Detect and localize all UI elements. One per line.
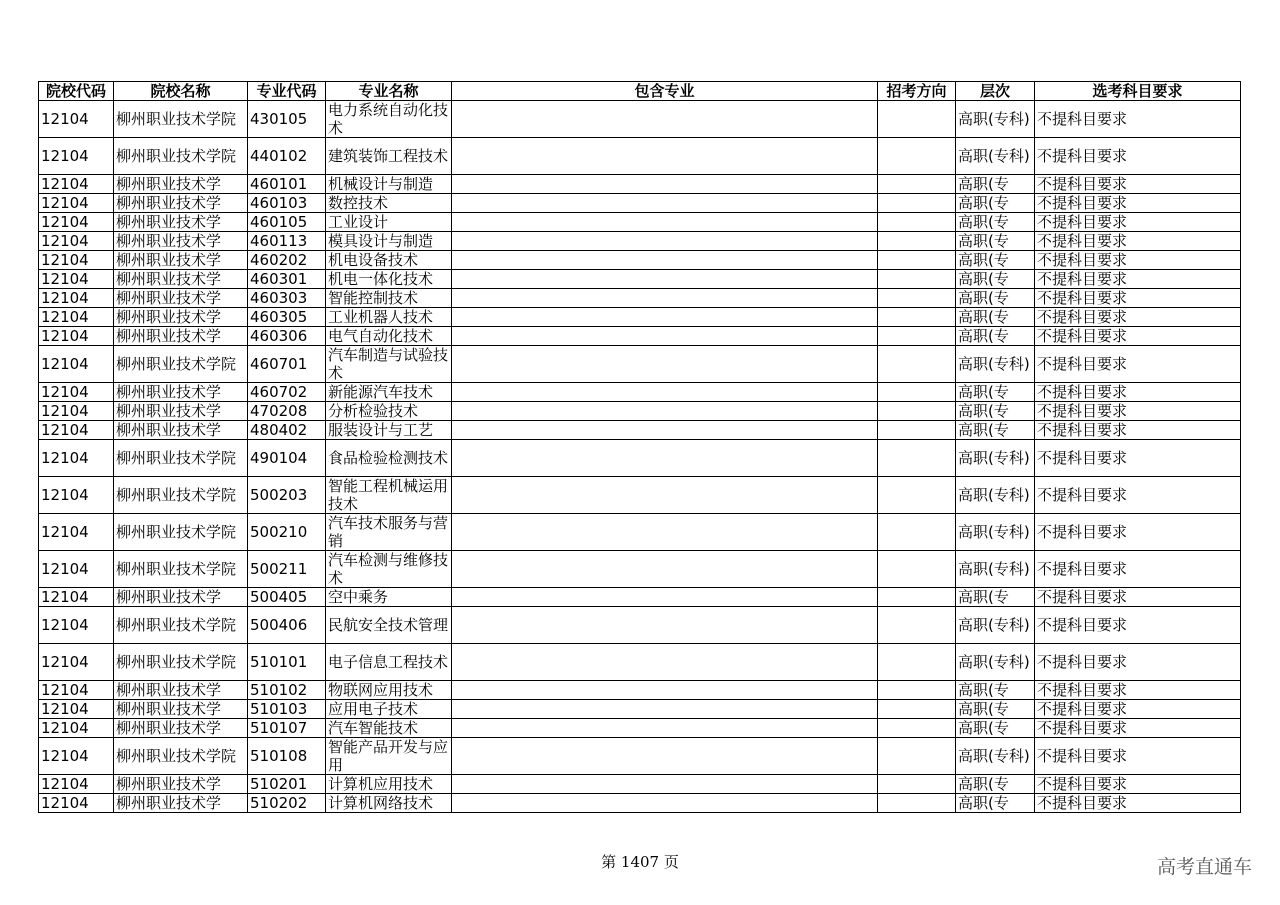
cell-major-name: 电子信息工程技术 — [326, 644, 452, 681]
cell-direction — [878, 514, 956, 551]
cell-subject-requirement: 不提科目要求 — [1035, 402, 1241, 421]
cell-school-name: 柳州职业技术学 — [114, 327, 248, 346]
cell-included-majors — [452, 738, 878, 775]
cell-direction — [878, 700, 956, 719]
cell-included-majors — [452, 514, 878, 551]
cell-level: 高职(专 — [956, 402, 1035, 421]
cell-direction — [878, 289, 956, 308]
header-direction: 招考方向 — [878, 82, 956, 101]
cell-subject-requirement: 不提科目要求 — [1035, 101, 1241, 138]
cell-major-code: 510108 — [248, 738, 326, 775]
table-row — [39, 440, 1241, 477]
cell-major-code: 460305 — [248, 308, 326, 327]
cell-level: 高职(专科) — [956, 607, 1035, 644]
cell-direction — [878, 327, 956, 346]
cell-direction — [878, 175, 956, 194]
header-school-name: 院校名称 — [114, 82, 248, 101]
cell-subject-requirement: 不提科目要求 — [1035, 175, 1241, 194]
cell-major-code: 500210 — [248, 514, 326, 551]
cell-major-code: 490104 — [248, 440, 326, 477]
cell-major-code: 460101 — [248, 175, 326, 194]
cell-included-majors — [452, 232, 878, 251]
cell-subject-requirement: 不提科目要求 — [1035, 383, 1241, 402]
cell-school-code: 12104 — [39, 738, 114, 775]
table-row — [39, 700, 1241, 719]
cell-school-code: 12104 — [39, 775, 114, 794]
cell-included-majors — [452, 402, 878, 421]
cell-subject-requirement: 不提科目要求 — [1035, 213, 1241, 232]
cell-major-name: 智能控制技术 — [326, 289, 452, 308]
cell-school-name: 柳州职业技术学院 — [114, 644, 248, 681]
cell-school-code: 12104 — [39, 607, 114, 644]
cell-school-name: 柳州职业技术学 — [114, 383, 248, 402]
cell-major-name: 汽车检测与维修技术 — [326, 551, 452, 588]
cell-direction — [878, 251, 956, 270]
cell-level: 高职(专 — [956, 421, 1035, 440]
cell-level: 高职(专 — [956, 794, 1035, 813]
cell-level: 高职(专 — [956, 251, 1035, 270]
cell-major-name: 电力系统自动化技术 — [326, 101, 452, 138]
table-row — [39, 213, 1241, 232]
table-row — [39, 232, 1241, 251]
cell-major-code: 500405 — [248, 588, 326, 607]
cell-direction — [878, 644, 956, 681]
cell-level: 高职(专 — [956, 327, 1035, 346]
cell-direction — [878, 402, 956, 421]
cell-subject-requirement: 不提科目要求 — [1035, 289, 1241, 308]
cell-included-majors — [452, 775, 878, 794]
cell-school-code: 12104 — [39, 175, 114, 194]
cell-school-name: 柳州职业技术学院 — [114, 551, 248, 588]
cell-school-name: 柳州职业技术学 — [114, 194, 248, 213]
cell-level: 高职(专科) — [956, 738, 1035, 775]
cell-included-majors — [452, 346, 878, 383]
table-row — [39, 514, 1241, 551]
cell-direction — [878, 588, 956, 607]
cell-included-majors — [452, 327, 878, 346]
cell-level: 高职(专 — [956, 232, 1035, 251]
cell-subject-requirement: 不提科目要求 — [1035, 738, 1241, 775]
table-row — [39, 270, 1241, 289]
cell-direction — [878, 738, 956, 775]
cell-subject-requirement: 不提科目要求 — [1035, 775, 1241, 794]
cell-direction — [878, 346, 956, 383]
cell-school-name: 柳州职业技术学 — [114, 289, 248, 308]
cell-included-majors — [452, 383, 878, 402]
cell-included-majors — [452, 644, 878, 681]
cell-subject-requirement: 不提科目要求 — [1035, 477, 1241, 514]
cell-included-majors — [452, 289, 878, 308]
cell-included-majors — [452, 681, 878, 700]
cell-major-name: 机电一体化技术 — [326, 270, 452, 289]
cell-school-code: 12104 — [39, 101, 114, 138]
cell-subject-requirement: 不提科目要求 — [1035, 308, 1241, 327]
cell-school-code: 12104 — [39, 588, 114, 607]
cell-included-majors — [452, 194, 878, 213]
cell-level: 高职(专科) — [956, 477, 1035, 514]
cell-school-code: 12104 — [39, 308, 114, 327]
cell-school-code: 12104 — [39, 138, 114, 175]
table-row — [39, 738, 1241, 775]
header-level: 层次 — [956, 82, 1035, 101]
cell-major-name: 汽车技术服务与营销 — [326, 514, 452, 551]
cell-school-code: 12104 — [39, 551, 114, 588]
cell-subject-requirement: 不提科目要求 — [1035, 194, 1241, 213]
cell-subject-requirement: 不提科目要求 — [1035, 551, 1241, 588]
cell-level: 高职(专科) — [956, 551, 1035, 588]
cell-direction — [878, 213, 956, 232]
table-row — [39, 327, 1241, 346]
cell-major-name: 工业机器人技术 — [326, 308, 452, 327]
cell-school-name: 柳州职业技术学 — [114, 775, 248, 794]
cell-school-name: 柳州职业技术学 — [114, 421, 248, 440]
cell-major-name: 模具设计与制造 — [326, 232, 452, 251]
table-row — [39, 308, 1241, 327]
cell-direction — [878, 138, 956, 175]
table-row — [39, 383, 1241, 402]
cell-subject-requirement: 不提科目要求 — [1035, 644, 1241, 681]
cell-major-code: 500203 — [248, 477, 326, 514]
cell-school-code: 12104 — [39, 477, 114, 514]
cell-direction — [878, 421, 956, 440]
cell-direction — [878, 775, 956, 794]
cell-major-code: 510201 — [248, 775, 326, 794]
cell-included-majors — [452, 794, 878, 813]
cell-school-name: 柳州职业技术学 — [114, 700, 248, 719]
cell-major-code: 460103 — [248, 194, 326, 213]
cell-subject-requirement: 不提科目要求 — [1035, 327, 1241, 346]
page-number: 第 1407 页 — [601, 853, 679, 871]
table-row — [39, 477, 1241, 514]
cell-major-code: 460105 — [248, 213, 326, 232]
cell-direction — [878, 383, 956, 402]
cell-school-code: 12104 — [39, 719, 114, 738]
cell-level: 高职(专 — [956, 588, 1035, 607]
cell-major-name: 应用电子技术 — [326, 700, 452, 719]
cell-major-code: 460113 — [248, 232, 326, 251]
cell-major-code: 460303 — [248, 289, 326, 308]
table-row — [39, 194, 1241, 213]
cell-major-code: 460301 — [248, 270, 326, 289]
cell-school-code: 12104 — [39, 346, 114, 383]
cell-level: 高职(专 — [956, 681, 1035, 700]
cell-school-name: 柳州职业技术学 — [114, 681, 248, 700]
table-row — [39, 588, 1241, 607]
cell-included-majors — [452, 440, 878, 477]
cell-included-majors — [452, 700, 878, 719]
cell-direction — [878, 719, 956, 738]
cell-subject-requirement: 不提科目要求 — [1035, 588, 1241, 607]
table-row — [39, 402, 1241, 421]
cell-included-majors — [452, 270, 878, 289]
cell-school-code: 12104 — [39, 402, 114, 421]
cell-school-name: 柳州职业技术学 — [114, 402, 248, 421]
cell-major-code: 460702 — [248, 383, 326, 402]
cell-school-code: 12104 — [39, 232, 114, 251]
header-school-code: 院校代码 — [39, 82, 114, 101]
cell-major-name: 民航安全技术管理 — [326, 607, 452, 644]
table-row — [39, 681, 1241, 700]
cell-school-name: 柳州职业技术学 — [114, 794, 248, 813]
cell-school-name: 柳州职业技术学 — [114, 588, 248, 607]
cell-included-majors — [452, 101, 878, 138]
table-row — [39, 101, 1241, 138]
cell-direction — [878, 232, 956, 251]
cell-subject-requirement: 不提科目要求 — [1035, 794, 1241, 813]
cell-major-name: 建筑装饰工程技术 — [326, 138, 452, 175]
cell-level: 高职(专 — [956, 289, 1035, 308]
cell-school-code: 12104 — [39, 194, 114, 213]
cell-major-code: 440102 — [248, 138, 326, 175]
cell-included-majors — [452, 607, 878, 644]
cell-major-code: 460701 — [248, 346, 326, 383]
cell-school-code: 12104 — [39, 644, 114, 681]
table-row — [39, 421, 1241, 440]
cell-school-code: 12104 — [39, 514, 114, 551]
table-row — [39, 794, 1241, 813]
cell-major-name: 计算机应用技术 — [326, 775, 452, 794]
cell-major-code: 510107 — [248, 719, 326, 738]
cell-school-name: 柳州职业技术学 — [114, 213, 248, 232]
cell-school-name: 柳州职业技术学院 — [114, 477, 248, 514]
cell-major-name: 智能工程机械运用技术 — [326, 477, 452, 514]
cell-major-name: 工业设计 — [326, 213, 452, 232]
header-row — [39, 82, 1241, 101]
cell-direction — [878, 681, 956, 700]
cell-school-code: 12104 — [39, 289, 114, 308]
cell-level: 高职(专 — [956, 308, 1035, 327]
cell-school-name: 柳州职业技术学 — [114, 251, 248, 270]
table-row — [39, 251, 1241, 270]
cell-level: 高职(专 — [956, 775, 1035, 794]
cell-school-code: 12104 — [39, 700, 114, 719]
cell-school-code: 12104 — [39, 251, 114, 270]
cell-school-name: 柳州职业技术学院 — [114, 738, 248, 775]
cell-major-name: 机械设计与制造 — [326, 175, 452, 194]
cell-level: 高职(专科) — [956, 440, 1035, 477]
cell-major-name: 汽车制造与试验技术 — [326, 346, 452, 383]
cell-school-code: 12104 — [39, 681, 114, 700]
cell-school-code: 12104 — [39, 213, 114, 232]
cell-major-code: 500211 — [248, 551, 326, 588]
table-row — [39, 138, 1241, 175]
header-major-code: 专业代码 — [248, 82, 326, 101]
cell-school-name: 柳州职业技术学院 — [114, 440, 248, 477]
cell-school-name: 柳州职业技术学 — [114, 308, 248, 327]
cell-level: 高职(专科) — [956, 514, 1035, 551]
cell-major-code: 500406 — [248, 607, 326, 644]
table-row — [39, 551, 1241, 588]
cell-school-code: 12104 — [39, 421, 114, 440]
cell-level: 高职(专 — [956, 719, 1035, 738]
cell-school-name: 柳州职业技术学院 — [114, 138, 248, 175]
cell-included-majors — [452, 251, 878, 270]
cell-major-code: 510101 — [248, 644, 326, 681]
cell-major-name: 服装设计与工艺 — [326, 421, 452, 440]
cell-school-name: 柳州职业技术学院 — [114, 514, 248, 551]
cell-major-name: 电气自动化技术 — [326, 327, 452, 346]
watermark: 高考直通车 — [1156, 856, 1252, 878]
cell-major-name: 计算机网络技术 — [326, 794, 452, 813]
cell-school-name: 柳州职业技术学 — [114, 175, 248, 194]
cell-major-code: 460306 — [248, 327, 326, 346]
cell-school-name: 柳州职业技术学 — [114, 270, 248, 289]
table-row — [39, 607, 1241, 644]
cell-level: 高职(专科) — [956, 101, 1035, 138]
cell-major-name: 机电设备技术 — [326, 251, 452, 270]
cell-direction — [878, 440, 956, 477]
cell-major-code: 510202 — [248, 794, 326, 813]
table-row — [39, 346, 1241, 383]
cell-included-majors — [452, 551, 878, 588]
cell-school-code: 12104 — [39, 270, 114, 289]
cell-included-majors — [452, 421, 878, 440]
cell-direction — [878, 101, 956, 138]
cell-included-majors — [452, 308, 878, 327]
cell-level: 高职(专 — [956, 383, 1035, 402]
cell-subject-requirement: 不提科目要求 — [1035, 270, 1241, 289]
cell-included-majors — [452, 138, 878, 175]
cell-major-name: 汽车智能技术 — [326, 719, 452, 738]
cell-subject-requirement: 不提科目要求 — [1035, 232, 1241, 251]
cell-subject-requirement: 不提科目要求 — [1035, 251, 1241, 270]
cell-included-majors — [452, 175, 878, 194]
table-row — [39, 644, 1241, 681]
cell-level: 高职(专科) — [956, 644, 1035, 681]
cell-subject-requirement: 不提科目要求 — [1035, 607, 1241, 644]
cell-school-name: 柳州职业技术学院 — [114, 607, 248, 644]
cell-subject-requirement: 不提科目要求 — [1035, 346, 1241, 383]
table-row — [39, 719, 1241, 738]
cell-subject-requirement: 不提科目要求 — [1035, 514, 1241, 551]
cell-school-name: 柳州职业技术学院 — [114, 346, 248, 383]
cell-level: 高职(专 — [956, 700, 1035, 719]
cell-direction — [878, 794, 956, 813]
cell-included-majors — [452, 719, 878, 738]
cell-school-code: 12104 — [39, 383, 114, 402]
cell-direction — [878, 477, 956, 514]
cell-major-name: 空中乘务 — [326, 588, 452, 607]
header-included-majors: 包含专业 — [452, 82, 878, 101]
cell-subject-requirement: 不提科目要求 — [1035, 440, 1241, 477]
cell-level: 高职(专 — [956, 175, 1035, 194]
table-row — [39, 175, 1241, 194]
cell-major-code: 510102 — [248, 681, 326, 700]
cell-major-name: 分析检验技术 — [326, 402, 452, 421]
cell-direction — [878, 308, 956, 327]
cell-subject-requirement: 不提科目要求 — [1035, 681, 1241, 700]
cell-major-code: 470208 — [248, 402, 326, 421]
cell-school-code: 12104 — [39, 327, 114, 346]
cell-direction — [878, 194, 956, 213]
cell-major-code: 460202 — [248, 251, 326, 270]
cell-level: 高职(专科) — [956, 138, 1035, 175]
cell-level: 高职(专 — [956, 213, 1035, 232]
cell-included-majors — [452, 477, 878, 514]
cell-direction — [878, 551, 956, 588]
cell-level: 高职(专科) — [956, 346, 1035, 383]
table-row — [39, 289, 1241, 308]
cell-major-name: 新能源汽车技术 — [326, 383, 452, 402]
cell-major-name: 物联网应用技术 — [326, 681, 452, 700]
cell-subject-requirement: 不提科目要求 — [1035, 700, 1241, 719]
cell-included-majors — [452, 588, 878, 607]
cell-subject-requirement: 不提科目要求 — [1035, 421, 1241, 440]
cell-school-name: 柳州职业技术学 — [114, 719, 248, 738]
cell-major-name: 食品检验检测技术 — [326, 440, 452, 477]
cell-major-name: 数控技术 — [326, 194, 452, 213]
table-row — [39, 775, 1241, 794]
cell-major-code: 510103 — [248, 700, 326, 719]
cell-subject-requirement: 不提科目要求 — [1035, 138, 1241, 175]
cell-included-majors — [452, 213, 878, 232]
header-major-name: 专业名称 — [326, 82, 452, 101]
cell-direction — [878, 607, 956, 644]
header-subject-requirement: 选考科目要求 — [1035, 82, 1241, 101]
cell-major-name: 智能产品开发与应用 — [326, 738, 452, 775]
cell-direction — [878, 270, 956, 289]
cell-school-name: 柳州职业技术学 — [114, 232, 248, 251]
cell-level: 高职(专 — [956, 194, 1035, 213]
cell-school-code: 12104 — [39, 794, 114, 813]
admissions-table — [38, 81, 1241, 813]
cell-major-code: 430105 — [248, 101, 326, 138]
cell-major-code: 480402 — [248, 421, 326, 440]
cell-subject-requirement: 不提科目要求 — [1035, 719, 1241, 738]
cell-level: 高职(专 — [956, 270, 1035, 289]
cell-school-code: 12104 — [39, 440, 114, 477]
cell-school-name: 柳州职业技术学院 — [114, 101, 248, 138]
